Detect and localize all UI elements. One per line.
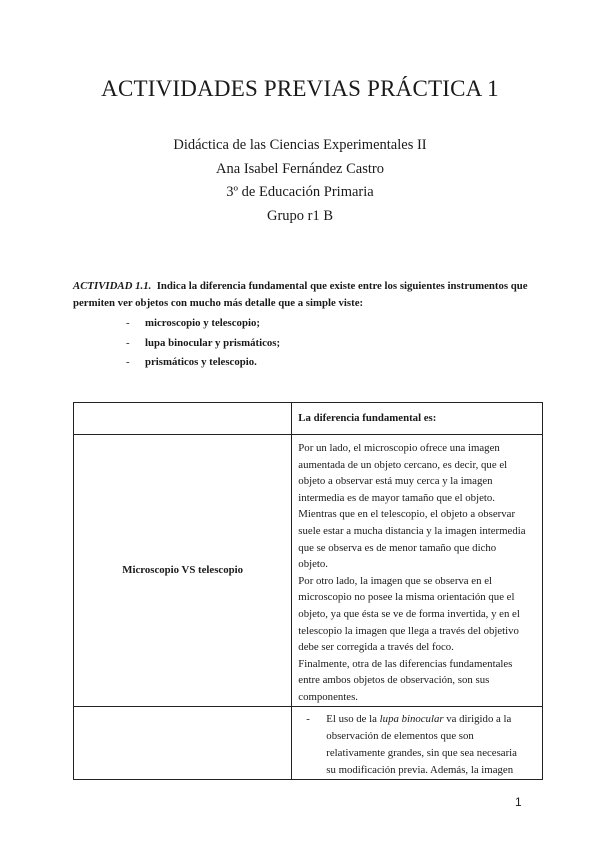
answer-line: microscopio no posee la misma orientación que el	[298, 591, 515, 604]
table-row	[74, 435, 543, 707]
list-bullet: -	[126, 356, 130, 369]
answer-line: intermedia es de mayor tamaño que el objeto.	[298, 491, 495, 504]
row-answer-microscopio-telescopio	[292, 435, 543, 707]
activity-label: ACTIVIDAD 1.1.	[73, 280, 152, 292]
answer-line: Mientras que en el telescopio, el objeto a observar	[298, 508, 516, 521]
row-answer-lupa-prismaticos	[292, 706, 543, 779]
answer-line: objeto a observar está muy cerca y la imagen	[298, 475, 493, 488]
answer-text: va dirigido a la	[443, 712, 512, 725]
answer-line: componentes.	[298, 690, 358, 703]
list-item	[126, 353, 280, 373]
activity-list	[126, 314, 280, 373]
row-label-microscopio-telescopio: Microscopio VS telescopio	[74, 435, 292, 707]
answer-line: debe ser corregida a través del foco.	[298, 641, 454, 654]
answer-line: su modificación previa. Además, la imagen	[326, 763, 514, 776]
answer-line: entre ambos objetos de observación, son sus	[298, 674, 490, 687]
course-name: Didáctica de las Ciencias Experimentales II	[173, 137, 427, 153]
table-row	[74, 706, 543, 779]
list-bullet: -	[126, 336, 130, 349]
comparison-table	[73, 402, 543, 780]
answer-line: objeto, ya que ésta se ve de forma invertida, y en el	[298, 607, 520, 620]
answer-line: suele estar a mucha distancia y la imagen intermedia	[298, 524, 526, 537]
header-cell-empty	[74, 403, 292, 435]
answer-line: relativamente grandes, sin que sea necesaria	[326, 746, 517, 759]
list-item	[126, 334, 280, 354]
page-title: ACTIVIDADES PREVIAS PRÁCTICA 1	[101, 76, 499, 101]
answer-bullet-text	[326, 711, 517, 779]
answer-line: telescopio la imagen que llega a través del objetivo	[298, 624, 519, 637]
author-name: Ana Isabel Fernández Castro	[216, 160, 384, 177]
group-name: Grupo r1 B	[266, 207, 334, 224]
answer-line	[326, 711, 517, 728]
answer-line: Por otro lado, la imagen que se observa en el	[298, 574, 492, 587]
answer-bullet-item	[298, 711, 536, 779]
answer-line: que se observa es de menor tamaño que dicho	[298, 541, 497, 554]
document-meta	[0, 134, 600, 228]
education-level: 3º de Educación Primaria	[226, 184, 374, 200]
list-item-text: lupa binocular y prismáticos;	[145, 336, 281, 349]
answer-text: El uso de la	[326, 712, 380, 725]
page-number: 1	[515, 795, 522, 809]
activity-prompt: Indica la diferencia fundamental que existe entre los siguientes instrumentos que permiten ver objetos con mucho más detalle que a simple viste:	[73, 280, 528, 309]
answer-bullet: -	[306, 712, 310, 725]
answer-line: observación de elementos que son	[326, 729, 474, 742]
list-bullet: -	[126, 317, 130, 329]
list-item-text: microscopio y telescopio;	[145, 317, 260, 329]
answer-line: Por un lado, el microscopio ofrece una imagen	[298, 442, 500, 454]
header-cell-difference: La diferencia fundamental es:	[292, 403, 543, 435]
table-header-row	[74, 403, 543, 435]
list-item	[126, 314, 280, 334]
list-item-text: prismáticos y telescopio.	[145, 356, 257, 369]
answer-line: Finalmente, otra de las diferencias fundamentales	[298, 657, 513, 670]
activity-statement	[73, 278, 543, 312]
answer-emphasis: lupa binocular	[379, 712, 444, 725]
answer-line: objeto.	[298, 558, 328, 571]
answer-line: aumentada de un objeto cercano, es decir, que el	[298, 458, 508, 471]
row-label-empty	[74, 706, 292, 779]
